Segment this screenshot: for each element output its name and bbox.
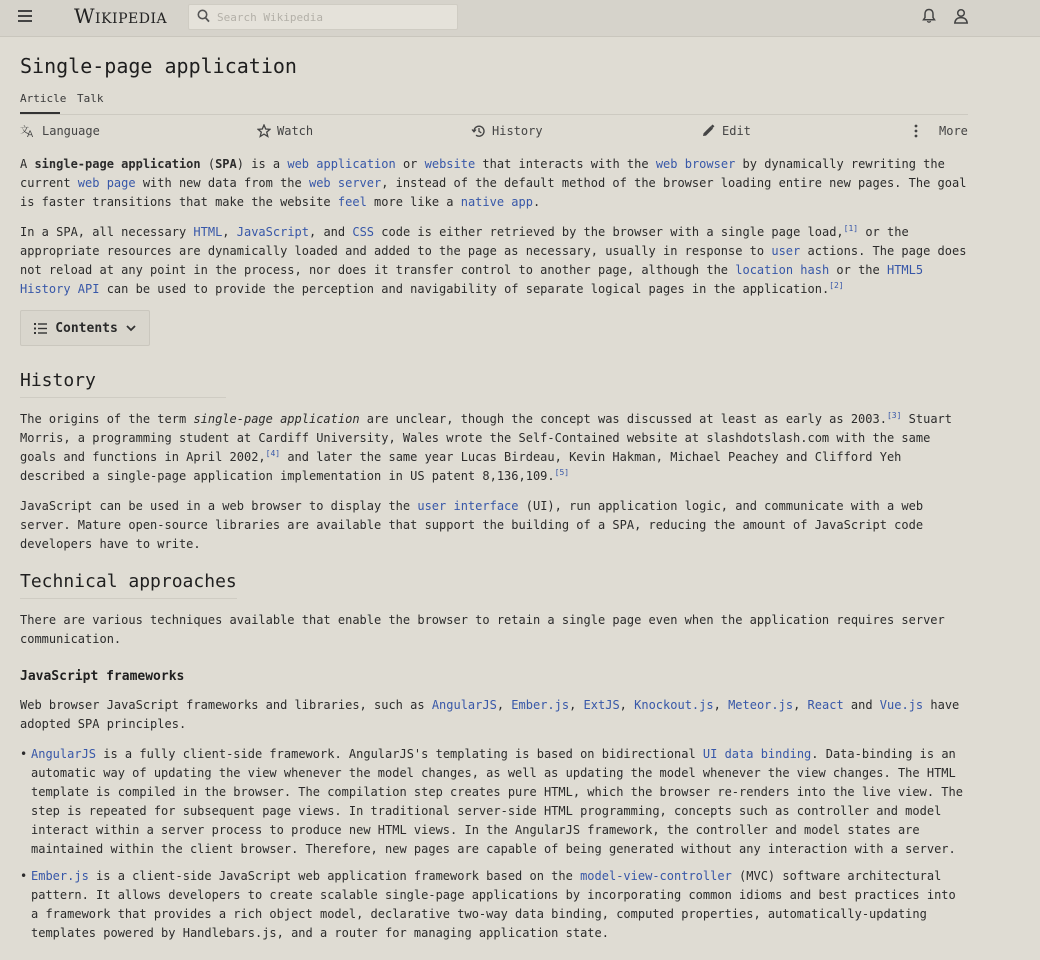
- link-web-browser[interactable]: web browser: [655, 157, 736, 171]
- intro-paragraph-1: A single-page application (SPA) is a web application or website that interacts with the web browser by dynamically rewriting the current web page with new data from the web server, instead of the default method of the browser loading entire new pages. The goal is faster transitions that make the website feel more like a native app.: [20, 157, 967, 209]
- language-icon: [20, 124, 36, 138]
- frameworks-paragraph: Web browser JavaScript frameworks and libraries, such as AngularJS, Ember.js, ExtJS, Knockout.js, Meteor.js, React and Vue.js have adopted SPA principles.: [20, 698, 960, 731]
- tabs-divider: [20, 114, 968, 115]
- link-emberjs-bullet[interactable]: Ember.js: [31, 869, 89, 883]
- list-item-emberjs: • Ember.js is a client-side JavaScript web application framework based on the model-view-controller (MVC) software architectural pattern. It allows developers to create scalable single-page applications by incorporating common idioms and best practices into a framework that provides a rich object model, declarative two-way data binding, computed properties, automatically-updating templates powered by Handlebars.js, and a router for managing application state.: [20, 867, 968, 943]
- link-web-server[interactable]: web server: [308, 176, 382, 190]
- technical-paragraph-1: There are various techniques available that enable the browser to retain a single page even when the application requires server communication.: [20, 613, 945, 646]
- link-html5-history-api[interactable]: HTML5 History API: [20, 263, 924, 296]
- link-extjs[interactable]: ExtJS: [583, 698, 620, 712]
- reference-1[interactable]: [1]: [843, 224, 859, 233]
- search-icon: [197, 9, 210, 23]
- link-angularjs[interactable]: AngularJS: [431, 698, 497, 712]
- link-website[interactable]: website: [424, 157, 476, 171]
- svg-text:文: 文: [20, 126, 30, 136]
- history-paragraph-1: The origins of the term single-page application are unclear, though the concept was discussed at least as early as 2003.[3] Stuart Morris, a programming student at Cardiff University, Wales wrote the Self-Contained website at slashdotslash.com with the same goals and functions in April 2002,[4] and later the same year Lucas Birdeau, Kevin Hakman, Michael Peachey and Clifford Yeh described a single-page application implementation in US patent 8,136,109.[5]: [20, 411, 952, 483]
- contents-toggle-button[interactable]: [20, 310, 150, 346]
- link-react[interactable]: React: [807, 698, 844, 712]
- section-heading-technical-approaches: Technical approaches: [20, 571, 237, 599]
- watch-label: Watch: [277, 124, 314, 138]
- more-vertical-icon: [913, 124, 919, 138]
- tab-article[interactable]: Article: [20, 92, 67, 105]
- svg-text:A: A: [27, 130, 34, 138]
- link-angularjs-bullet[interactable]: AngularJS: [31, 747, 97, 761]
- link-web-page[interactable]: web page: [77, 176, 136, 190]
- search-input[interactable]: [215, 7, 451, 27]
- user-account-icon[interactable]: [953, 8, 969, 24]
- history-label: History: [492, 124, 543, 138]
- link-ui-data-binding[interactable]: UI data binding: [702, 747, 812, 761]
- subsection-heading-javascript-frameworks: JavaScript frameworks: [20, 669, 185, 684]
- link-model-view-controller[interactable]: model-view-controller: [580, 869, 732, 883]
- link-knockoutjs[interactable]: Knockout.js: [634, 698, 714, 712]
- history-icon: [471, 124, 486, 138]
- tab-talk[interactable]: Talk: [77, 92, 104, 105]
- link-web-application[interactable]: web application: [287, 157, 396, 171]
- link-meteorjs[interactable]: Meteor.js: [728, 698, 794, 712]
- edit-label: Edit: [722, 124, 751, 138]
- menu-icon[interactable]: [18, 10, 32, 22]
- more-label: More: [939, 124, 968, 138]
- page-title: Single-page application: [20, 54, 297, 78]
- link-feel[interactable]: feel: [337, 195, 367, 209]
- page-actions-bar: [0, 124, 1040, 142]
- edit-button[interactable]: [701, 124, 751, 138]
- reference-2[interactable]: [2]: [829, 281, 844, 290]
- link-location-hash[interactable]: location hash: [735, 263, 830, 277]
- history-paragraph-2: JavaScript can be used in a web browser to display the user interface (UI), run application logic, and communicate with a web server. Mature open-source libraries are available that support the building of a SPA, reducing the amount of JavaScript code developers have to write.: [20, 499, 924, 551]
- link-emberjs[interactable]: Ember.js: [511, 698, 570, 712]
- notifications-bell-icon[interactable]: [922, 8, 936, 24]
- link-html[interactable]: HTML: [193, 225, 223, 239]
- reference-3[interactable]: [3]: [886, 411, 902, 420]
- history-button[interactable]: [471, 124, 543, 138]
- contents-label: Contents: [55, 320, 118, 336]
- link-native-app[interactable]: native app: [460, 195, 533, 209]
- link-css[interactable]: CSS: [352, 225, 375, 239]
- link-javascript[interactable]: JavaScript: [236, 225, 309, 239]
- pencil-icon: [701, 124, 716, 138]
- reference-5[interactable]: [5]: [554, 468, 570, 477]
- chevron-down-icon: [126, 325, 136, 332]
- language-label: Language: [42, 124, 100, 138]
- intro-paragraph-2: In a SPA, all necessary HTML, JavaScript, and CSS code is either retrieved by the browser with a single page load,[1] or the appropriate resources are dynamically loaded and added to the page as necessary, usually in response to user actions. The page does not reload at any point in the process, nor does it transfer control to another page, although the location hash or the HTML5 History API can be used to provide the perception and navigability of separate logical pages in the application.[2]: [20, 224, 967, 296]
- link-user-interface[interactable]: user interface: [417, 499, 519, 513]
- article-content: [20, 155, 968, 951]
- search-box[interactable]: [188, 4, 458, 30]
- link-user[interactable]: user: [771, 244, 801, 258]
- list-icon: [34, 323, 47, 334]
- link-vuejs[interactable]: Vue.js: [879, 698, 924, 712]
- more-button[interactable]: [913, 124, 968, 138]
- reference-4[interactable]: [4]: [265, 449, 281, 458]
- top-header: [0, 0, 1040, 37]
- language-button[interactable]: [20, 124, 100, 138]
- frameworks-list: [20, 745, 968, 943]
- star-icon: [257, 124, 271, 138]
- list-item-angularjs: • AngularJS is a fully client-side framework. AngularJS's templating is based on bidirectional UI data binding. Data-binding is an automatic way of updating the view whenever the model changes, as well as updating the model whenever the view changes. The HTML template is compiled in the browser. The compilation step creates pure HTML, which the browser re-renders into the live view. The step is repeated for subsequent page views. In traditional server-side HTML programming, concepts such as controller and model interact within a server process to produce new HTML views. In the AngularJS framework, the controller and model states are maintained within the client browser. Therefore, new pages are capable of being generated without any interaction with a server.: [20, 745, 968, 859]
- wikipedia-logo[interactable]: Wikipedia: [74, 4, 168, 28]
- section-heading-history: History: [20, 370, 226, 398]
- watch-button[interactable]: [257, 124, 313, 138]
